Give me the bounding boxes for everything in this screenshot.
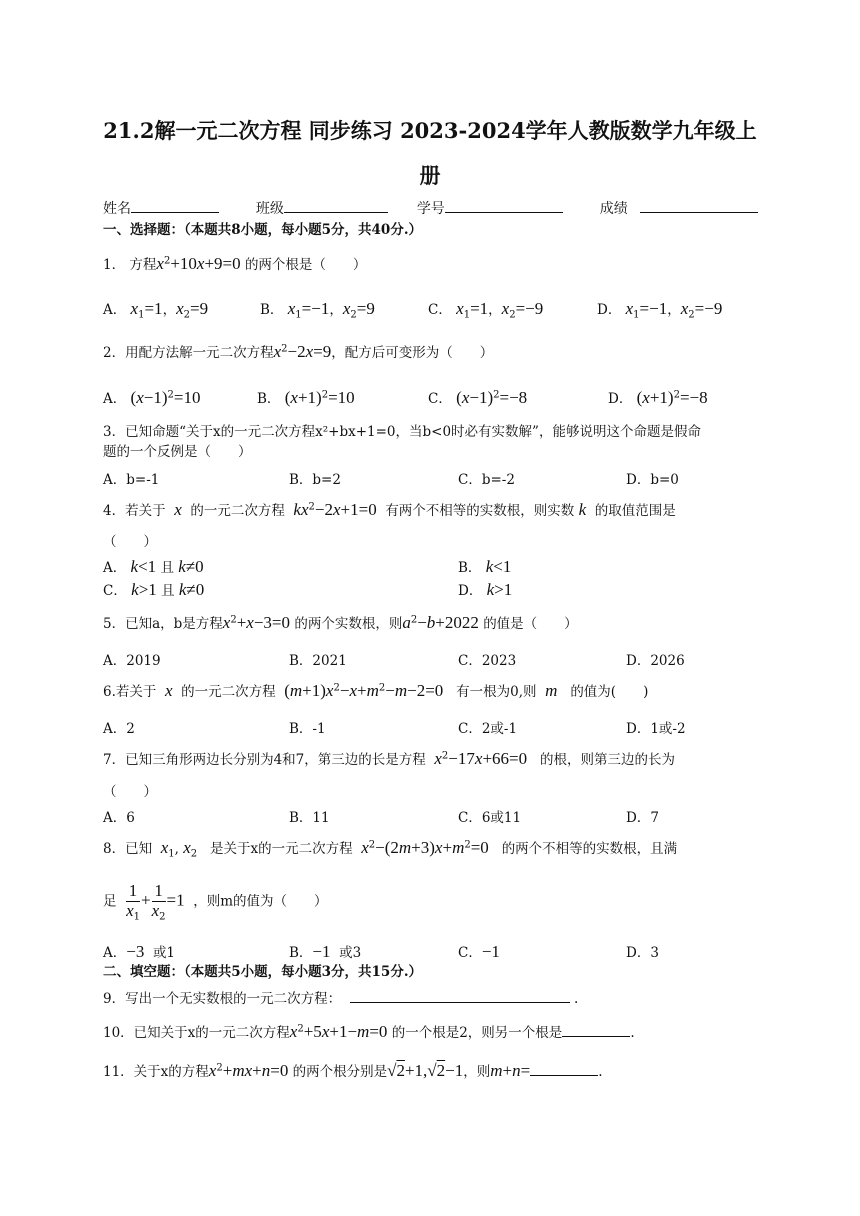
q6-option-a[interactable]: A．2 xyxy=(103,721,135,737)
q9-answer-field[interactable] xyxy=(350,988,570,1003)
q4-option-a[interactable]: A． k<1 且 k≠0 xyxy=(103,557,204,576)
q4-option-b[interactable]: B． k<1 xyxy=(458,557,512,576)
q3-option-b[interactable]: B．b=2 xyxy=(289,472,341,488)
q8-condition: 足 1 $x_1$ + 1 $x_2$ =1 ，则m的值为（ ） xyxy=(103,881,328,923)
q11: 11．关于x的方程$x^2+mx+n=0$ 的两个根分别是√2+1,√2−1，则m+n= . xyxy=(103,1061,603,1080)
q1-option-c[interactable]: C． $x_1=1$，$x_2=-9$ xyxy=(428,299,544,321)
id-field[interactable] xyxy=(445,198,563,213)
q10: 10．已知关于x的一元二次方程$x^2+5x+1-m=0$ 的一个根是2，则另一个根是 . xyxy=(103,1022,635,1041)
q2: 2．用配方法解一元二次方程$x^2-2x=9$，配方后可变形为（ ） xyxy=(103,342,494,361)
q8: 8．已知 $x_1$, $x_2$ 是关于x的一元二次方程 $x^2-(2m+3)x+m^2=0$ 的两个不相等的实数根，且满 xyxy=(103,838,678,860)
q8-option-a[interactable]: A．−3 或1 xyxy=(103,942,176,961)
q2-option-b[interactable]: B． $(x+1)^2=10$ xyxy=(257,388,355,407)
class-field[interactable] xyxy=(284,198,388,213)
q1-option-a[interactable]: A． $x_1=1$，$x_2=9$ xyxy=(103,299,209,321)
q4: 4．若关于 x 的一元二次方程 $kx^2-2x+1=0$ 有两个不相等的实数根，则实数 k 的取值范围是 xyxy=(103,500,676,519)
q6-option-c[interactable]: C．2或-1 xyxy=(458,721,518,737)
q9: 9．写出一个无实数根的一元二次方程： . xyxy=(103,988,578,1007)
q8-option-d[interactable]: D．3 xyxy=(626,945,659,961)
id-label: 学号 xyxy=(416,201,445,217)
section-choice: 一、选择题：（本题共8小题，每小题5分，共40分.） xyxy=(103,222,423,238)
score-field[interactable] xyxy=(640,198,758,213)
q8-option-c[interactable]: C．−1 xyxy=(458,942,500,961)
q2-option-c[interactable]: C． $(x-1)^2=-8$ xyxy=(428,388,528,407)
q8-option-b[interactable]: B．−1 或3 xyxy=(289,942,362,961)
q5-option-b[interactable]: B．2021 xyxy=(289,653,347,669)
q2-option-a[interactable]: A． $(x-1)^2=10$ xyxy=(103,388,201,407)
score-label: 成绩 xyxy=(599,201,628,217)
q4-option-d[interactable]: D． k>1 xyxy=(458,580,513,599)
info-row xyxy=(103,198,758,218)
q6: 6.若关于 x 的一元二次方程 $(m+1)x^2-x+m^2-m-2=0$ 有一根为0,则 m 的值为( ) xyxy=(103,681,649,700)
title-line-1: 21.2解一元二次方程 同步练习 2023-2024学年人教版数学九年级上 xyxy=(103,118,757,143)
name-field[interactable] xyxy=(131,198,219,213)
q7-option-b[interactable]: B．11 xyxy=(289,810,330,826)
q4-paren: （ ） xyxy=(103,534,157,550)
q3-option-a[interactable]: A．b=-1 xyxy=(103,472,160,488)
q1: 1． 方程$x^2+10x+9=0$ 的两个根是（ ） xyxy=(103,254,367,273)
q3-option-d[interactable]: D．b=0 xyxy=(626,472,679,488)
q3-line-2: 题的一个反例是（ ） xyxy=(103,444,252,460)
q7-option-d[interactable]: D．7 xyxy=(626,810,659,826)
name-label: 姓名 xyxy=(103,201,131,217)
class-label: 班级 xyxy=(255,201,284,217)
q5-option-d[interactable]: D．2026 xyxy=(626,653,685,669)
q10-answer-field[interactable] xyxy=(562,1022,630,1037)
q3-option-c[interactable]: C．b=-2 xyxy=(458,472,515,488)
q11-answer-field[interactable] xyxy=(530,1061,598,1076)
q4-option-c[interactable]: C． k>1 且 k≠0 xyxy=(103,580,205,599)
q7-paren: （ ） xyxy=(103,784,157,800)
q5-option-a[interactable]: A．2019 xyxy=(103,653,161,669)
q5-option-c[interactable]: C．2023 xyxy=(458,653,517,669)
q7: 7．已知三角形两边长分别为4和7，第三边的长是方程 $x^2-17x+66=0$ 的根，则第三边的长为 xyxy=(103,749,675,768)
title-line-2: 册 xyxy=(419,163,441,188)
section-fill: 二、填空题：（本题共5小题，每小题3分，共15分.） xyxy=(103,964,423,980)
q7-option-c[interactable]: C．6或11 xyxy=(458,810,522,826)
q1-option-d[interactable]: D． $x_1=-1$，$x_2=-9$ xyxy=(597,299,723,321)
q5: 5．已知a，b是方程$x^2+x-3=0$ 的两个实数根，则$a^2-b+2022$ 的值是（ ） xyxy=(103,613,578,632)
q6-option-b[interactable]: B．-1 xyxy=(289,721,326,737)
q2-option-d[interactable]: D． $(x+1)^2=-8$ xyxy=(608,388,708,407)
q3-line-1: 3．已知命题“关于x的一元二次方程x²+bx+1=0，当b<0时必有实数解”，能够说明这个命题是假命 xyxy=(103,424,701,440)
q6-option-d[interactable]: D．1或-2 xyxy=(626,721,686,737)
q1-option-b[interactable]: B． $x_1=-1$，$x_2=9$ xyxy=(260,299,375,321)
q7-option-a[interactable]: A．6 xyxy=(103,810,135,826)
